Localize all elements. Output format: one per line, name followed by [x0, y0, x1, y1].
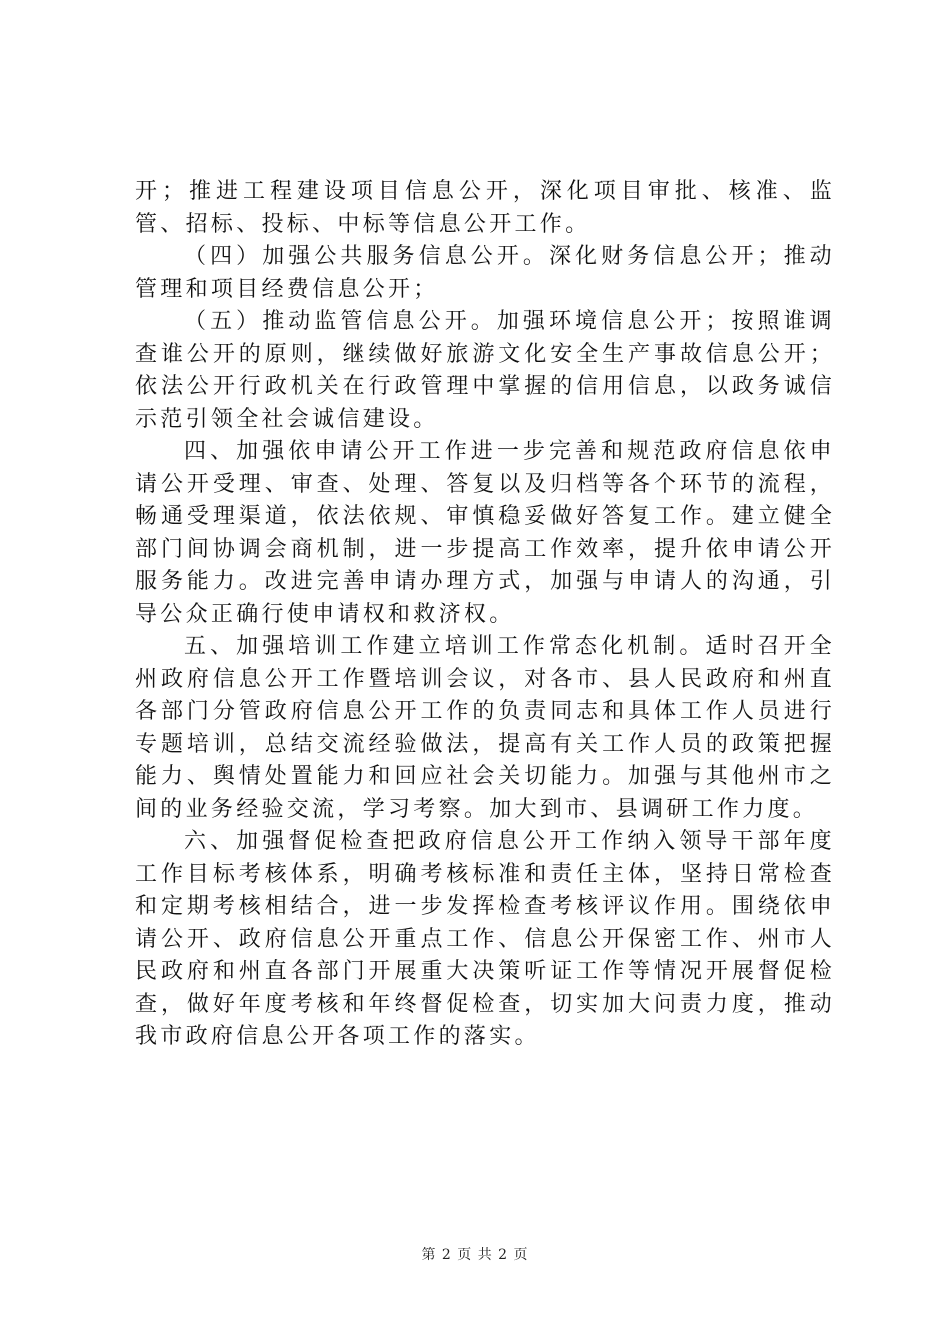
paragraph-training: 五、加强培训工作建立培训工作常态化机制。适时召开全州政府信息公开工作暨培训会议，对各市、县人民政府和州直各部门分管政府信息公开工作的负责同志和具体工作人员进行专题培训，总结交流经验做法，提高有关工作人员的政策把握能力、舆情处置能力和回应社会关切能力。加强与其他州市之间的业务经验交流，学习考察。加大到市、县调研工作力度。: [135, 634, 835, 822]
paragraph-public-service: （四）加强公共服务信息公开。深化财务信息公开；推动管理和项目经费信息公开；: [135, 244, 835, 302]
page-footer: 第 2 页 共 2 页: [421, 1247, 529, 1263]
document-body: [135, 176, 835, 1054]
paragraph-inspection: 六、加强督促检查把政府信息公开工作纳入领导干部年度工作目标考核体系，明确考核标准和责任主体，坚持日常检查和定期考核相结合，进一步发挥检查考核评议作用。围绕依申请公开、政府信息公开重点工作、信息公开保密工作、州市人民政府和州直各部门开展重大决策听证工作等情况开展督促检查，做好年度考核和年终督促检查，切实加大问责力度，推动我市政府信息公开各项工作的落实。: [135, 829, 835, 1049]
paragraph-continuation: 开；推进工程建设项目信息公开，深化项目审批、核准、监管、招标、投标、中标等信息公开工作。: [135, 179, 835, 237]
paragraph-supervision: （五）推动监管信息公开。加强环境信息公开；按照谁调查谁公开的原则，继续做好旅游文化安全生产事故信息公开；依法公开行政机关在行政管理中掌握的信用信息，以政务诚信示范引领全社会诚信建设。: [135, 309, 835, 432]
paragraph-application-disclosure: 四、加强依申请公开工作进一步完善和规范政府信息依申请公开受理、审查、处理、答复以及归档等各个环节的流程，畅通受理渠道，依法依规、审慎稳妥做好答复工作。建立健全部门间协调会商机制，进一步提高工作效率，提升依申请公开服务能力。改进完善申请办理方式，加强与申请人的沟通，引导公众正确行使申请权和救济权。: [135, 439, 835, 627]
